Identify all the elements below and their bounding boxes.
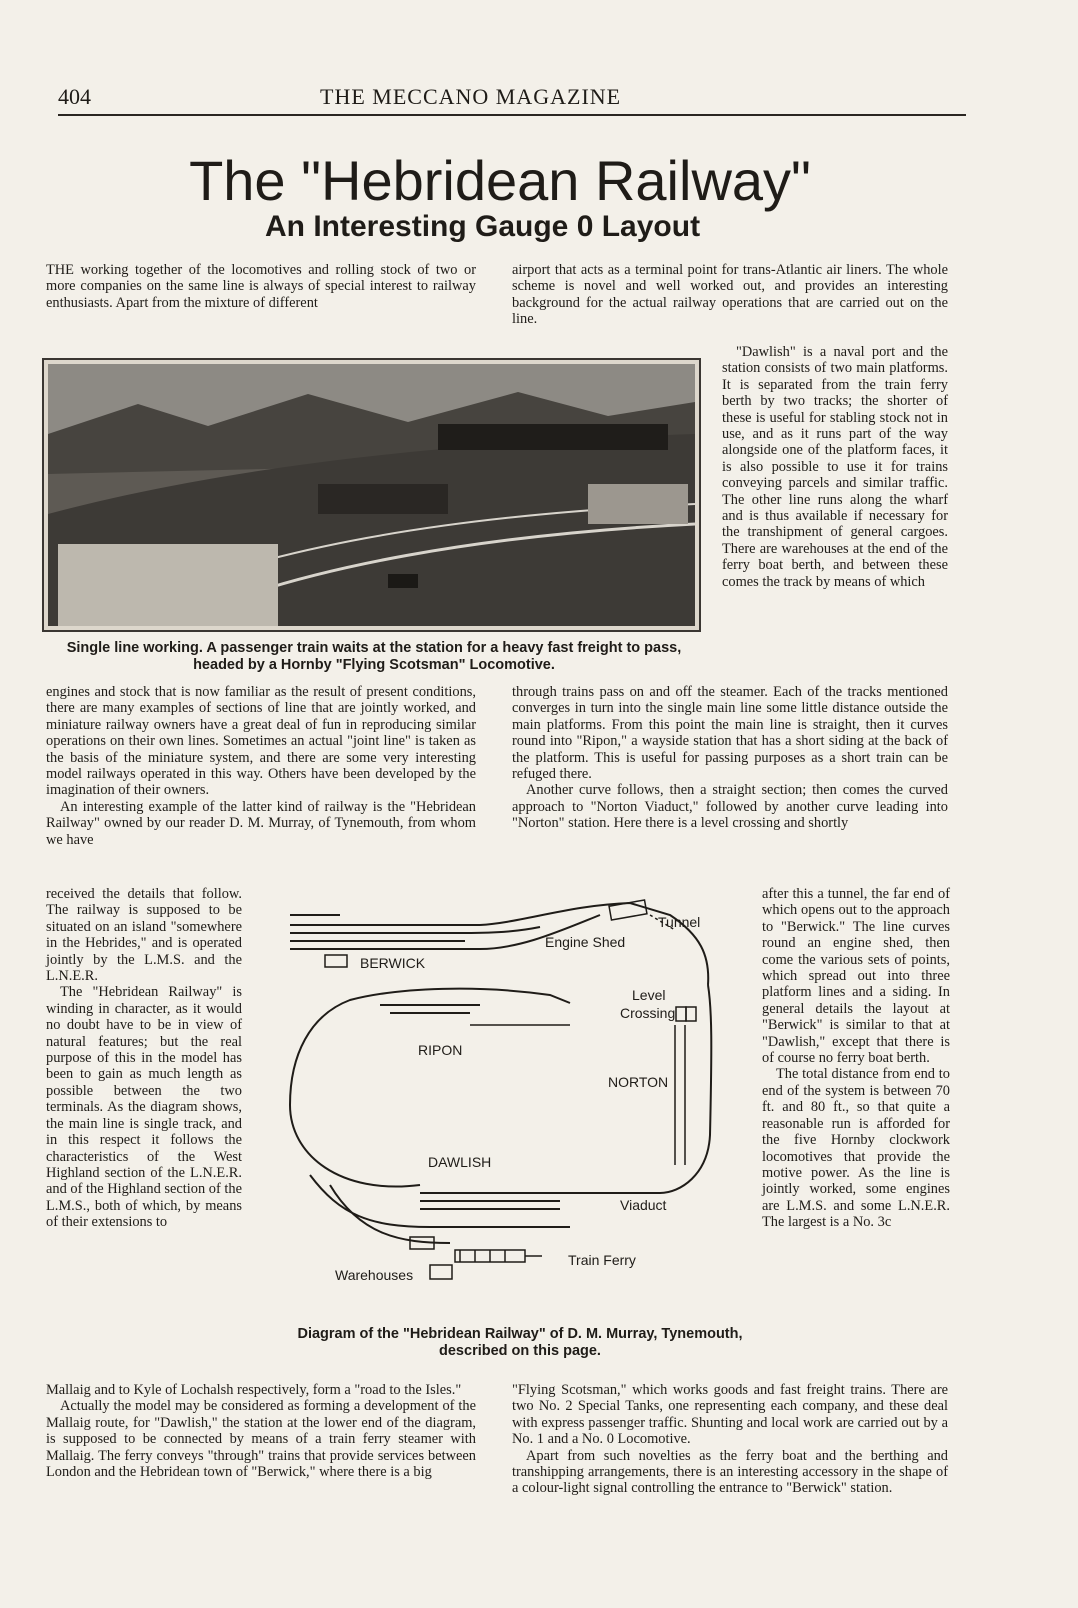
intro-right xyxy=(512,262,948,328)
narrow-left-para2: The "Hebridean Railway" is winding in character, as it would no doubt have to be in view of natural features; but the real purpose of this in the model has been to gain as much length as possible between the two terminals. As the diagram shows, the main line is single track, and in this respect it follows the characteristics of the West Highland section of the L.N.E.R. and of the Highland section of the L.M.S., both of which, by means of their extensions to xyxy=(46,984,242,1231)
intro-right-text: airport that acts as a terminal point for trans-Atlantic air liners. The whole scheme is novel and well worked out, and provides an interesting background for the actual railway operations that are carried out on the line. xyxy=(512,262,948,328)
page-number: 404 xyxy=(58,84,91,109)
col1-middle xyxy=(46,684,476,848)
track-diagram xyxy=(280,875,750,1305)
label-engine-shed: Engine Shed xyxy=(545,934,626,950)
diagram-caption: Diagram of the "Hebridean Railway" of D. M. Murray, Tynemouth, described on this page. xyxy=(297,1326,743,1359)
dawlish-description: "Dawlish" is a naval port and the station consists of two main platforms. It is separated from the train ferry berth by two tracks; the shorter of these is useful for stabling stock not in use, and as it runs part of the way alongside one of the platform faces, it is also possible to use it for trains conveying parcels and similar traffic. The other line runs along the wharf and is thus available if necessary for the transhipment of general cargoes. There are warehouses at the end of the ferry boat berth, and between these comes the track by means of which xyxy=(722,344,948,590)
narrow-right-para2: The total distance from end to end of the system is between 70 ft. and 80 ft., so that quite a reasonable run is afforded for the five Hornby clockwork locomotives that provide the motive power. As the line is jointly worked, some engines are L.M.S. and some L.N.E.R. The largest is a No. 3c xyxy=(762,1066,950,1231)
label-train-ferry: Train Ferry xyxy=(568,1252,636,1268)
col2-middle-para2: Another curve follows, then a straight section; then comes the curved approach to "Norton Viaduct," followed by another curve leading into "Norton" station. Here there is a level crossing and shortly xyxy=(512,782,948,832)
intro-left-text: THE working together of the locomotives and rolling stock of two or more companies on the same line is always of special interest to railway enthusiasts. Apart from the mixture of different xyxy=(46,262,476,311)
label-ripon: RIPON xyxy=(418,1042,463,1058)
magazine-title: THE MECCANO MAGAZINE xyxy=(320,84,622,109)
article-title: The "Hebridean Railway" xyxy=(189,149,811,212)
label-crossing: Crossing xyxy=(620,1005,676,1021)
intro-left xyxy=(46,262,476,311)
label-tunnel: Tunnel xyxy=(658,914,701,930)
col1-middle-para2: An interesting example of the latter kind of railway is the "Hebridean Railway" owned by our reader D. M. Murray, of Tynemouth, from whom we have xyxy=(46,798,476,848)
narrow-right-para1: after this a tunnel, the far end of which opens out to the approach to "Berwick." The line curves round an engine shed, then come the various sets of points, which spread out into three platform lines and a siding. In general details the layout at "Berwick" is similar to that at "Dawlish," except that there is of course no ferry boat berth. xyxy=(762,886,950,1067)
col1-bottom xyxy=(46,1382,476,1480)
narrow-left xyxy=(46,886,242,1231)
col2-middle-para1: through trains pass on and off the steamer. Each of the tracks mentioned converges in turn into the single main line some little distance outside the main platforms. From this point the main line is straight, then it curves round into "Ripon," a wayside station that has a short siding at the back of the platform. This is useful for passing purposes as a short train can be refuged there. xyxy=(512,684,948,783)
col1-middle-para1: engines and stock that is now familiar as the result of present conditions, there are many examples of sections of line that are jointly worked, and miniature railway owners have a great deal of fun in reproducing similar operations on their own lines. Sometimes an actual "joint line" is taken as the basis of the miniature system, and there are some very interesting model railways operated in this way. Others have been developed by the imagination of their owners. xyxy=(46,684,476,799)
header-rule xyxy=(58,114,966,116)
label-warehouses: Warehouses xyxy=(335,1267,414,1283)
label-level: Level xyxy=(632,987,666,1003)
layout-photograph xyxy=(44,360,699,630)
col1-bottom-para1: Mallaig and to Kyle of Lochalsh respectively, form a "road to the Isles." xyxy=(46,1382,462,1398)
col1-bottom-para2: Actually the model may be considered as forming a development of the Mallaig route, for "Dawlish," the station at the lower end of the diagram, is supposed to be connected by means of a train ferry steamer with Mallaig. The ferry conveys "through" trains that provide services between London and the Hebridean town of "Berwick," where there is a big xyxy=(46,1398,476,1481)
article-subtitle: An Interesting Gauge 0 Layout xyxy=(265,210,701,243)
label-norton: NORTON xyxy=(608,1074,669,1090)
col2-bottom-para1: "Flying Scotsman," which works goods and fast freight trains. There are two No. 2 Special Tanks, one representing each company, and these deal with express passenger traffic. Shunting and local work are carried out by a No. 1 and a No. 0 Locomotive. xyxy=(512,1382,948,1448)
narrow-left-para1: received the details that follow. The railway is supposed to be situated on an island "somewhere in the Hebrides," and is operated jointly by the L.M.S. and the L.N.E.R. xyxy=(46,886,242,985)
label-berwick: BERWICK xyxy=(360,955,426,971)
col2-middle xyxy=(512,684,948,832)
col2-bottom-para2: Apart from such novelties as the ferry boat and the berthing and transhipping arrangements, there is an interesting accessory in the shape of a colour-light signal controlling the entrance to "Berwick" station. xyxy=(512,1447,948,1497)
label-viaduct: Viaduct xyxy=(620,1197,667,1213)
narrow-right-upper xyxy=(722,344,948,590)
photo-caption: Single line working. A passenger train waits at the station for a heavy fast freight to pass, headed by a Hornby "Flying Scotsman" Locomotive. xyxy=(66,640,682,673)
narrow-right-lower xyxy=(762,886,950,1231)
col2-bottom xyxy=(512,1382,948,1497)
running-head xyxy=(58,84,968,116)
label-dawlish: DAWLISH xyxy=(428,1154,492,1170)
